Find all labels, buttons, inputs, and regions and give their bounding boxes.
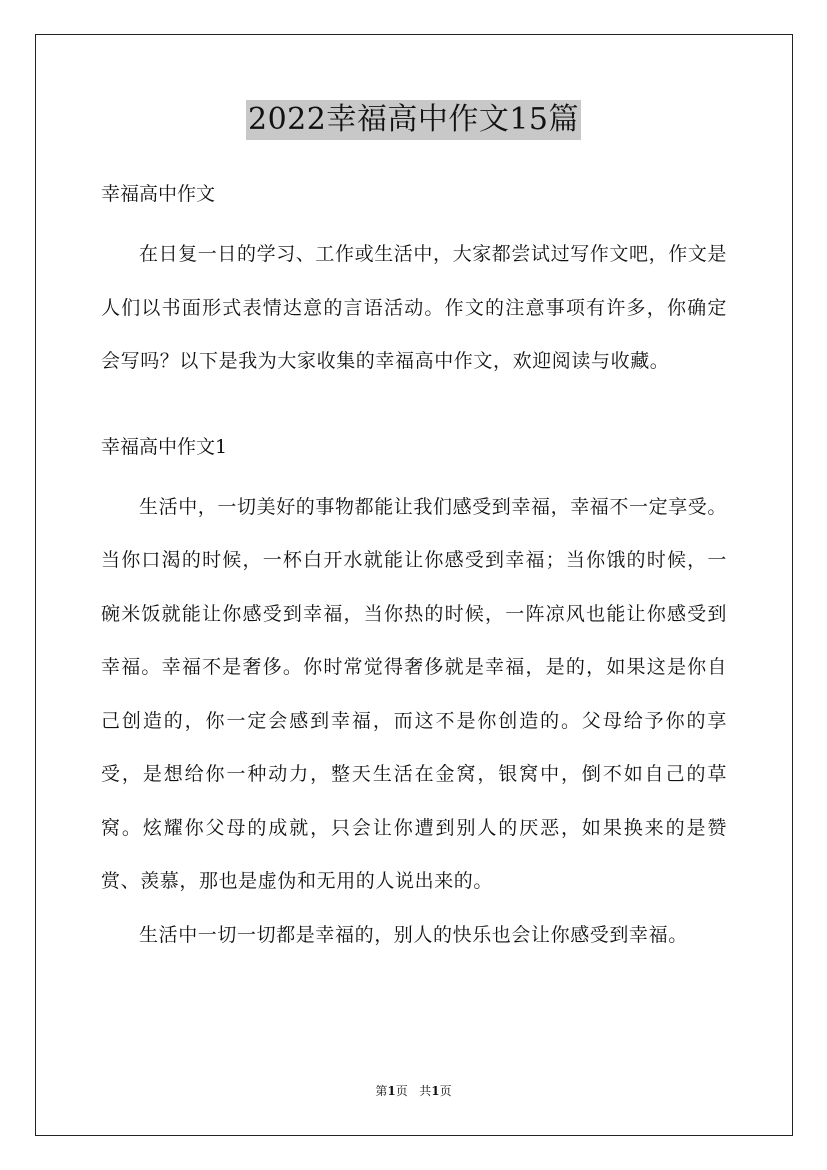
total-number: 1 xyxy=(431,1084,440,1098)
intro-paragraph: 在日复一日的学习、工作或生活中，大家都尝试过写作文吧，作文是人们以书面形式表情达意的言语活动。作文的注意事项有许多，你确定会写吗？以下是我为大家收集的幸福高中作文，欢迎阅读与收藏。 xyxy=(101,243,728,372)
document-title: 2022幸福高中作文15篇 xyxy=(246,100,581,140)
title-container xyxy=(0,100,827,140)
page-prefix: 第 xyxy=(375,1084,388,1098)
page-suffix: 页 xyxy=(395,1084,408,1098)
page-footer xyxy=(0,1082,827,1100)
document-body xyxy=(101,172,727,962)
total-suffix: 页 xyxy=(439,1084,452,1098)
essay1-heading: 幸福高中作文1 xyxy=(101,435,228,458)
intro-heading: 幸福高中作文 xyxy=(101,183,216,205)
page-number: 1 xyxy=(387,1084,396,1098)
essay1-paragraph-2: 生活中一切一切都是幸福的，别人的快乐也会让你感受到幸福。 xyxy=(139,923,688,946)
essay1-paragraph-1: 生活中，一切美好的事物都能让我们感受到幸福，幸福不一定享受。当你口渴的时候，一杯白开水就能让你感受到幸福；当你饿的时候，一碗米饭就能让你感受到幸福，当你热的时候，一阵凉风也能让你感受到幸福。幸福不是奢侈。你时常觉得奢侈就是幸福，是的，如果这是你自己创造的，你一定会感到幸福，而这不是你创造的。父母给予你的享受，是想给你一种动力，整天生活在金窝，银窝中，倒不如自己的草窝。炫耀你父母的成就，只会让你遭到别人的厌恶，如果换来的是赞赏、羡慕，那也是虚伪和无用的人说出来的。 xyxy=(101,495,728,892)
total-prefix: 共 xyxy=(419,1084,432,1098)
